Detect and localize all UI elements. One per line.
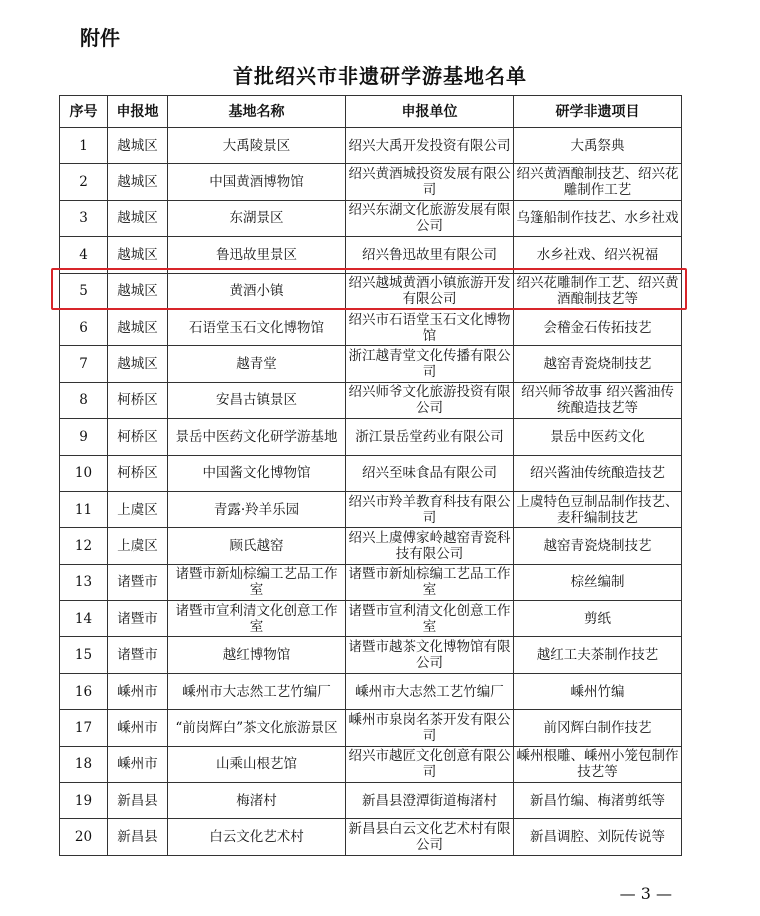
cell-base-name: 白云文化艺术村 xyxy=(168,819,346,855)
cell-number: 17 xyxy=(60,710,108,746)
table-row xyxy=(60,528,682,564)
cell-region: 诸暨市 xyxy=(108,601,168,637)
highlight-box xyxy=(51,268,687,310)
column-header: 申报地 xyxy=(108,96,168,128)
table-row xyxy=(60,455,682,491)
cell-base-name: 越青堂 xyxy=(168,346,346,382)
cell-base-name: 东湖景区 xyxy=(168,200,346,236)
cell-applicant: 诸暨市新灿棕编工艺品工作室 xyxy=(346,564,514,600)
cell-heritage-project: 新昌调腔、刘阮传说等 xyxy=(514,819,682,855)
table-row xyxy=(60,164,682,200)
cell-applicant: 绍兴市石语堂玉石文化博物馆 xyxy=(346,309,514,345)
cell-number: 15 xyxy=(60,637,108,673)
table-row xyxy=(60,601,682,637)
cell-heritage-project: 景岳中医药文化 xyxy=(514,419,682,455)
cell-heritage-project: 越红工夫茶制作技艺 xyxy=(514,637,682,673)
cell-region: 越城区 xyxy=(108,237,168,273)
cell-region: 越城区 xyxy=(108,200,168,236)
attachment-label: 附件 xyxy=(80,26,120,50)
cell-base-name: 中国黄酒博物馆 xyxy=(168,164,346,200)
table-row xyxy=(60,710,682,746)
cell-region: 嵊州市 xyxy=(108,673,168,709)
cell-number: 19 xyxy=(60,783,108,819)
table-header-row xyxy=(60,96,682,128)
cell-base-name: 诸暨市宣利清文化创意工作室 xyxy=(168,601,346,637)
cell-region: 越城区 xyxy=(108,346,168,382)
cell-applicant: 绍兴至味食品有限公司 xyxy=(346,455,514,491)
table-row xyxy=(60,309,682,345)
cell-applicant: 绍兴东湖文化旅游发展有限公司 xyxy=(346,200,514,236)
table-row xyxy=(60,128,682,164)
table-row xyxy=(60,200,682,236)
cell-base-name: 诸暨市新灿棕编工艺品工作室 xyxy=(168,564,346,600)
cell-region: 诸暨市 xyxy=(108,637,168,673)
cell-region: 越城区 xyxy=(108,273,168,309)
column-header: 申报单位 xyxy=(346,96,514,128)
cell-base-name: 越红博物馆 xyxy=(168,637,346,673)
cell-number: 3 xyxy=(60,200,108,236)
page-number: — 3 — xyxy=(619,884,672,903)
cell-base-name: 青露·羚羊乐园 xyxy=(168,491,346,527)
cell-region: 新昌县 xyxy=(108,819,168,855)
cell-applicant: 绍兴黄酒城投资发展有限公司 xyxy=(346,164,514,200)
cell-applicant: 诸暨市宣利清文化创意工作室 xyxy=(346,601,514,637)
cell-heritage-project: 前冈辉白制作技艺 xyxy=(514,710,682,746)
cell-number: 2 xyxy=(60,164,108,200)
cell-heritage-project: 剪纸 xyxy=(514,601,682,637)
cell-base-name: 黄酒小镇 xyxy=(168,273,346,309)
table-row xyxy=(60,746,682,782)
cell-region: 越城区 xyxy=(108,128,168,164)
cell-region: 新昌县 xyxy=(108,783,168,819)
cell-number: 13 xyxy=(60,564,108,600)
cell-applicant: 嵊州市大志然工艺竹编厂 xyxy=(346,673,514,709)
cell-heritage-project: 嵊州竹编 xyxy=(514,673,682,709)
cell-applicant: 诸暨市越茶文化博物馆有限公司 xyxy=(346,637,514,673)
cell-number: 8 xyxy=(60,382,108,418)
cell-number: 11 xyxy=(60,491,108,527)
cell-heritage-project: 上虞特色豆制品制作技艺、麦秆编制技艺 xyxy=(514,491,682,527)
cell-applicant: 绍兴市羚羊教育科技有限公司 xyxy=(346,491,514,527)
table-row xyxy=(60,419,682,455)
cell-base-name: 石语堂玉石文化博物馆 xyxy=(168,309,346,345)
cell-heritage-project: 绍兴花雕制作工艺、绍兴黄酒酿制技艺等 xyxy=(514,273,682,309)
table-row xyxy=(60,346,682,382)
cell-applicant: 新昌县白云文化艺术村有限公司 xyxy=(346,819,514,855)
cell-base-name: “前岗辉白”茶文化旅游景区 xyxy=(168,710,346,746)
cell-heritage-project: 越窑青瓷烧制技艺 xyxy=(514,346,682,382)
cell-base-name: 嵊州市大志然工艺竹编厂 xyxy=(168,673,346,709)
cell-base-name: 鲁迅故里景区 xyxy=(168,237,346,273)
base-list-table xyxy=(59,95,682,856)
cell-base-name: 梅渚村 xyxy=(168,783,346,819)
table-row xyxy=(60,637,682,673)
cell-base-name: 景岳中医药文化研学游基地 xyxy=(168,419,346,455)
cell-applicant: 新昌县澄潭街道梅渚村 xyxy=(346,783,514,819)
cell-heritage-project: 绍兴师爷故事 绍兴酱油传统酿造技艺等 xyxy=(514,382,682,418)
cell-number: 18 xyxy=(60,746,108,782)
cell-applicant: 嵊州市泉岗名茶开发有限公司 xyxy=(346,710,514,746)
cell-number: 12 xyxy=(60,528,108,564)
cell-applicant: 绍兴上虞傅家岭越窑青瓷科技有限公司 xyxy=(346,528,514,564)
cell-region: 上虞区 xyxy=(108,491,168,527)
document-title: 首批绍兴市非遗研学游基地名单 xyxy=(233,64,527,88)
table-row xyxy=(60,382,682,418)
cell-applicant: 绍兴鲁迅故里有限公司 xyxy=(346,237,514,273)
cell-applicant: 绍兴越城黄酒小镇旅游开发有限公司 xyxy=(346,273,514,309)
cell-applicant: 绍兴市越匠文化创意有限公司 xyxy=(346,746,514,782)
cell-region: 嵊州市 xyxy=(108,710,168,746)
cell-number: 16 xyxy=(60,673,108,709)
cell-region: 柯桥区 xyxy=(108,419,168,455)
cell-number: 10 xyxy=(60,455,108,491)
cell-number: 6 xyxy=(60,309,108,345)
table-row xyxy=(60,491,682,527)
column-header: 基地名称 xyxy=(168,96,346,128)
cell-heritage-project: 绍兴酱油传统酿造技艺 xyxy=(514,455,682,491)
cell-region: 嵊州市 xyxy=(108,746,168,782)
cell-number: 9 xyxy=(60,419,108,455)
cell-heritage-project: 新昌竹编、梅渚剪纸等 xyxy=(514,783,682,819)
table-row xyxy=(60,783,682,819)
cell-heritage-project: 越窑青瓷烧制技艺 xyxy=(514,528,682,564)
cell-heritage-project: 乌篷船制作技艺、水乡社戏 xyxy=(514,200,682,236)
cell-number: 1 xyxy=(60,128,108,164)
cell-heritage-project: 嵊州根雕、嵊州小笼包制作技艺等 xyxy=(514,746,682,782)
cell-applicant: 绍兴师爷文化旅游投资有限公司 xyxy=(346,382,514,418)
cell-heritage-project: 绍兴黄酒酿制技艺、绍兴花雕制作工艺 xyxy=(514,164,682,200)
cell-applicant: 浙江景岳堂药业有限公司 xyxy=(346,419,514,455)
cell-number: 20 xyxy=(60,819,108,855)
cell-number: 5 xyxy=(60,273,108,309)
cell-applicant: 浙江越青堂文化传播有限公司 xyxy=(346,346,514,382)
table-row xyxy=(60,673,682,709)
cell-base-name: 中国酱文化博物馆 xyxy=(168,455,346,491)
column-header: 序号 xyxy=(60,96,108,128)
cell-base-name: 安昌古镇景区 xyxy=(168,382,346,418)
cell-heritage-project: 棕丝编制 xyxy=(514,564,682,600)
table-row xyxy=(60,819,682,855)
cell-number: 7 xyxy=(60,346,108,382)
table-row xyxy=(60,564,682,600)
cell-applicant: 绍兴大禹开发投资有限公司 xyxy=(346,128,514,164)
cell-region: 上虞区 xyxy=(108,528,168,564)
cell-heritage-project: 会稽金石传拓技艺 xyxy=(514,309,682,345)
cell-region: 越城区 xyxy=(108,309,168,345)
cell-base-name: 大禹陵景区 xyxy=(168,128,346,164)
cell-heritage-project: 水乡社戏、绍兴祝福 xyxy=(514,237,682,273)
cell-base-name: 山乘山根艺馆 xyxy=(168,746,346,782)
cell-region: 诸暨市 xyxy=(108,564,168,600)
cell-number: 14 xyxy=(60,601,108,637)
cell-region: 越城区 xyxy=(108,164,168,200)
cell-number: 4 xyxy=(60,237,108,273)
column-header: 研学非遗项目 xyxy=(514,96,682,128)
cell-region: 柯桥区 xyxy=(108,455,168,491)
cell-heritage-project: 大禹祭典 xyxy=(514,128,682,164)
cell-base-name: 顾氏越窑 xyxy=(168,528,346,564)
cell-region: 柯桥区 xyxy=(108,382,168,418)
